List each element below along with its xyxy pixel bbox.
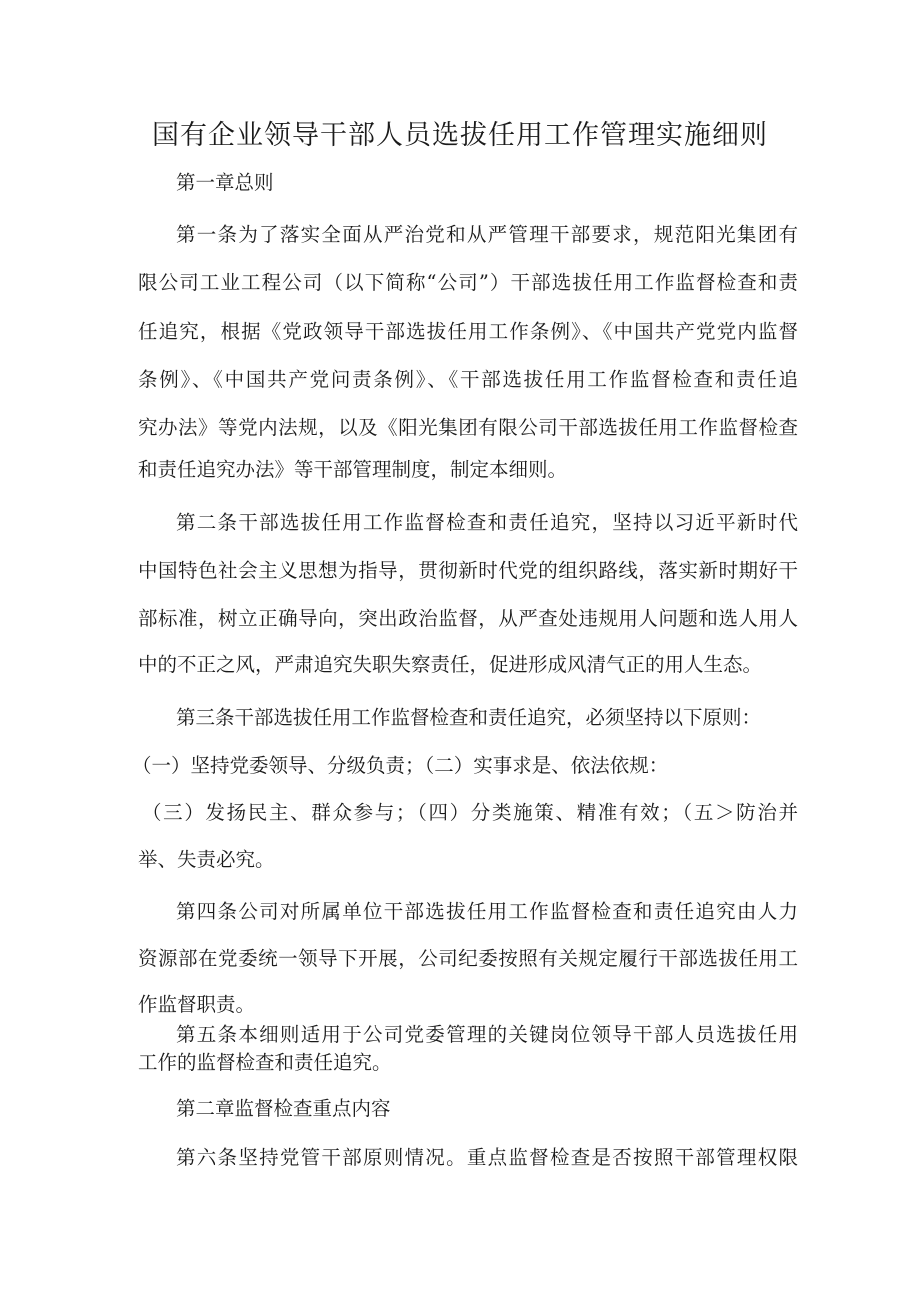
article-1-line: 和责任追究办法》等干部管理制度，制定本细则。 <box>138 458 568 481</box>
article-2-line: 中的不正之风，严肃追究失职失察责任，促进形成风清气正的用人生态。 <box>138 653 763 676</box>
article-5-line: 第五条本细则适用于公司党委管理的关键岗位领导干部人员选拔任用 <box>176 1023 798 1046</box>
article-3-line: 第三条干部选拔任用工作监督检查和责任追究，必须坚持以下原则： <box>176 706 762 729</box>
chapter-2-heading: 第二章监督检查重点内容 <box>176 1097 391 1120</box>
article-1-line: 究办法》等党内法规，以及《阳光集团有限公司干部选拔任用工作监督检查 <box>138 416 798 439</box>
article-4-line: 第四条公司对所属单位干部选拔任用工作监督检查和责任追究由人力 <box>176 900 798 923</box>
article-3-line: （一）坚持党委领导、分级负责；（二）实事求是、依法依规： <box>132 754 669 777</box>
article-4-line: 作监督职责。 <box>138 993 256 1016</box>
article-2-line: 第二条干部选拔任用工作监督检查和责任追究，坚持以习近平新时代 <box>176 511 798 534</box>
article-1-line: 限公司工业工程公司（以下简称“公司”）干部选拔任用工作监督检查和责 <box>138 271 798 294</box>
article-2-line: 中国特色社会主义思想为指导，贯彻新时代党的组织路线，落实新时期好干 <box>138 559 798 582</box>
article-3-line: （三）发扬民主、群众参与；（四）分类施策、精准有效；（五＞防治并 <box>142 801 798 824</box>
article-4-line: 资源部在党委统一领导下开展，公司纪委按照有关规定履行干部选拔任用工 <box>138 947 798 970</box>
article-1-line: 任追究，根据《党政领导干部选拔任用工作条例》、《中国共产党党内监督 <box>138 320 798 343</box>
article-2-line: 部标准，树立正确导向，突出政治监督，从严查处违规用人问题和选人用人 <box>138 607 798 630</box>
article-3-line: 举、失责必究。 <box>138 848 275 871</box>
article-5-line: 工作的监督检查和责任追究。 <box>138 1051 392 1074</box>
article-1-line: 第一条为了落实全面从严治党和从严管理干部要求，规范阳光集团有 <box>176 223 798 246</box>
article-6-line: 第六条坚持党管干部原则情况。重点监督检查是否按照干部管理权限 <box>176 1146 798 1169</box>
article-1-line: 条例》、《中国共产党问责条例》、《干部选拔任用工作监督检查和责任追 <box>138 368 798 391</box>
chapter-1-heading: 第一章总则 <box>176 171 274 194</box>
document-title: 国有企业领导干部人员选拔任用工作管理实施细则 <box>152 120 768 151</box>
